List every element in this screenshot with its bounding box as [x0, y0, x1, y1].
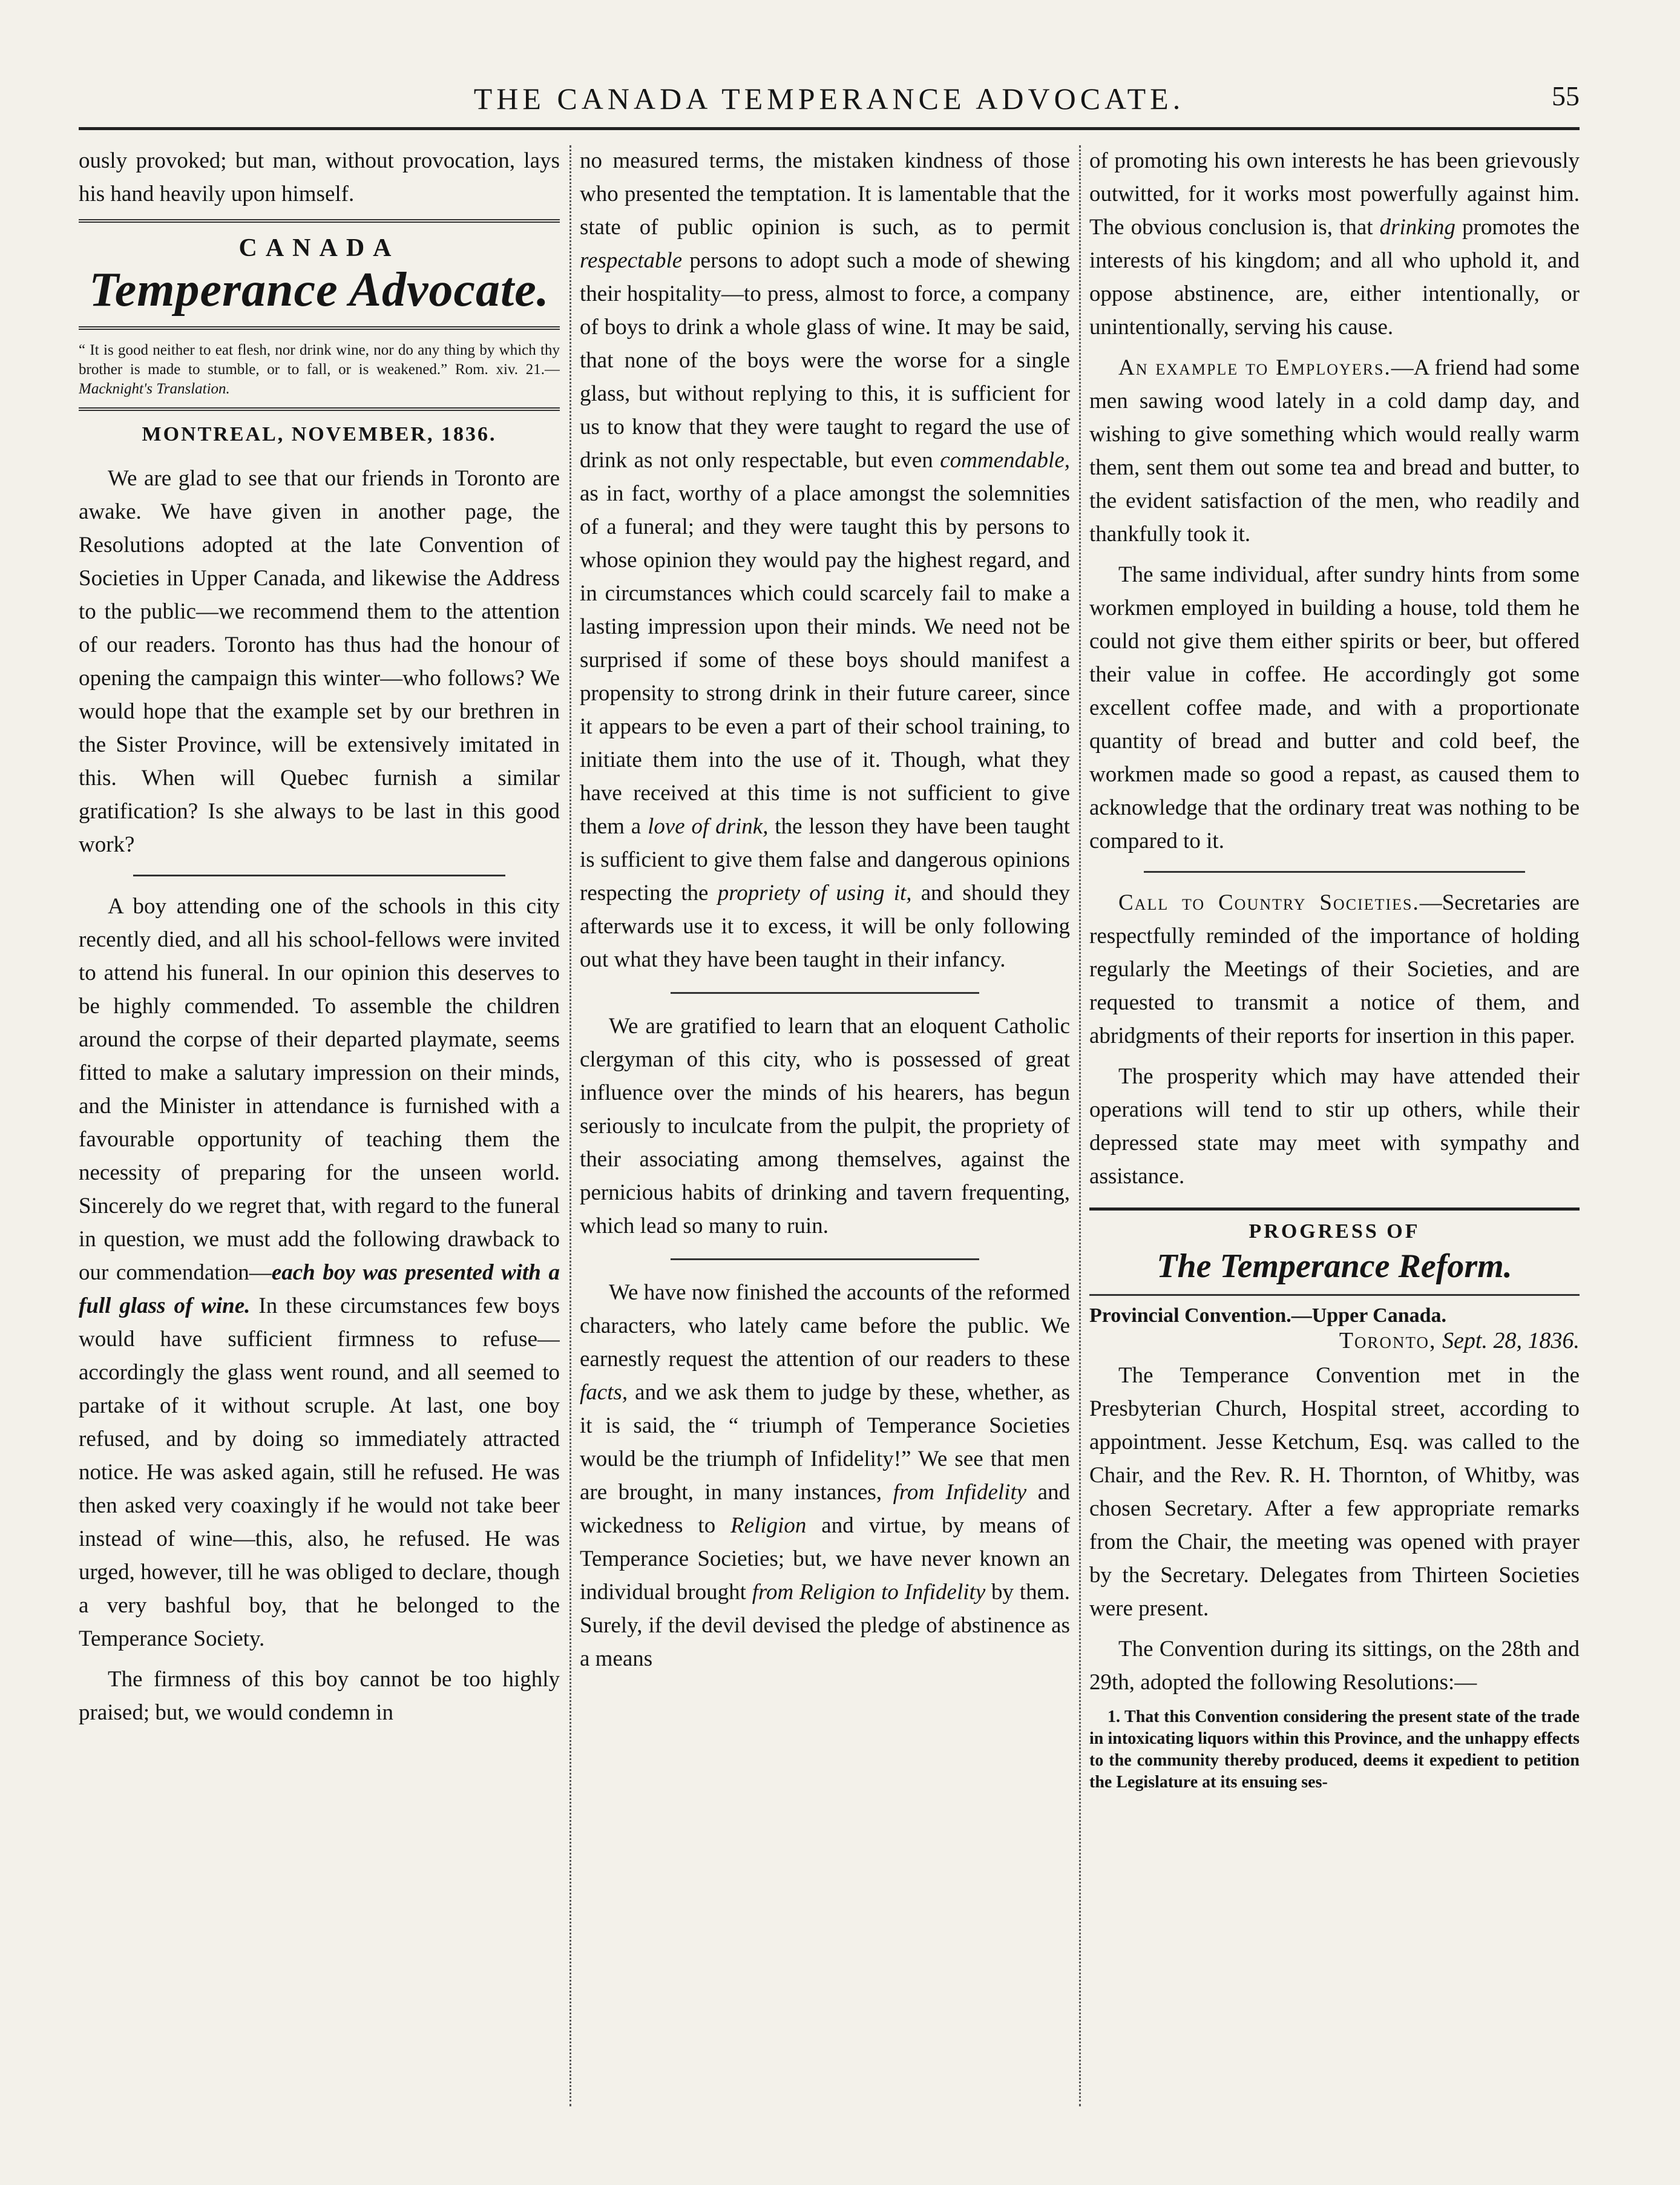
convention-date: Sept. 28, 1836.	[1442, 1328, 1580, 1353]
epigraph-source: Macknight's Translation.	[79, 381, 230, 397]
employers-heading: An example to Employers.	[1118, 355, 1391, 380]
article-separator	[133, 875, 505, 876]
article-reformed-continued	[1089, 144, 1580, 344]
convention-title: Provincial Convention.—Upper Canada.	[1089, 1294, 1580, 1327]
col3-text-a: of promoting his own interests he has been grievously outwitted, for it works most powerfully against him. The obvious conclusion is, that	[1089, 148, 1580, 240]
cont-text-e: and should they afterwards use it to excess, it will be only following out what they have been taught in their infancy.	[580, 881, 1070, 972]
reformed-text-a: We have now finished the accounts of the reformed characters, who lately came before the public. We earnestly request the attention of our readers to these	[580, 1280, 1070, 1372]
progress-heading-small: PROGRESS OF	[1249, 1220, 1420, 1243]
article-funeral-closing: The firmness of this boy cannot be too highly praised; but, we would condemn in	[79, 1667, 560, 1725]
convention-place: Toronto,	[1339, 1328, 1437, 1353]
resolution-1: 1. That this Convention considering the present state of the trade in intoxicating liquors within this Province, and the unhappy effects to the community thereby produced, deems it expedient to petition the Legislature at its ensuing ses-	[1089, 1707, 1580, 1792]
cont-emphasis-4: propriety of using it,	[717, 881, 912, 905]
article-separator-2	[671, 992, 979, 994]
article-separator-3	[671, 1258, 979, 1260]
reformed-text-b: and we ask them to judge by these, whether, as it is said, the “ triumph of Temperance Societies would be the triumph of Infidelity!” We see that men are brought, in many instances,	[580, 1380, 1070, 1505]
article-funeral-continued	[580, 144, 1070, 976]
article-country-societies	[1089, 886, 1580, 1053]
carry-over-text: ously provoked; but man, without provocation, lays his hand heavily upon himself.	[79, 148, 560, 206]
epigraph	[79, 341, 560, 399]
cont-text-c: as in fact, worthy of a place amongst the solemnities of a funeral; and they were taught this by persons to whose opinion they would pay the highest regard, and in circumstances which could scarcely fail to make a lasting impression upon their minds. We need not be surprised if some of these boys should manifest a propensity to strong drink in their future career, since it appears to be even a part of their school training, to initiate them into the use of it. Though, what they have received at this time is not sufficient to give them a	[580, 481, 1070, 839]
reformed-emphasis-2: from Infidelity	[893, 1480, 1027, 1505]
reformed-text-d: and virtue, by means of Temperance Societies; but, we have never known an individual brought	[580, 1513, 1070, 1605]
employers-body: —A friend had some men sawing wood lately in a cold damp day, and wishing to give something which would really warm them, sent them out some tea and bread and butter, to the evident satisfaction of the men, who readily and thankfully took it.	[1089, 355, 1580, 547]
masthead-small: CANADA	[238, 234, 400, 262]
page-number: 55	[1552, 80, 1580, 111]
country-societies-heading: Call to Country Societies.	[1118, 890, 1420, 915]
article-employers	[1089, 351, 1580, 551]
article-funeral-emphasis: each boy was presented with a full glass of wine.	[79, 1260, 560, 1318]
article-separator-4	[1144, 871, 1525, 873]
country-societies-body: —Secretaries are respectfully reminded of the importance of holding regularly the Meetings of their Societies, and are requested to transmit a notice of them, and abridgments of their reports for insertion in this paper.	[1089, 890, 1580, 1048]
cont-text-b: persons to adopt such a mode of shewing their hospitality—to press, almost to force, a company of boys to drink a whole glass of wine. It may be said, that none of the boys were the worse for a single glass, but without replying to this, it is sufficient for us to know that they were taught to regard the use of drink as not only respectable, but even	[580, 248, 1070, 473]
masthead-rule	[79, 219, 560, 223]
cont-emphasis-3: love of drink,	[648, 814, 769, 839]
article-clergyman: We are gratified to learn that an eloquent Catholic clergyman of this city, who is possessed of great influence over the minds of his hearers, has begun seriously to inculcate from the pulpit, the propriety of their associating among themselves, against the pernicious habits of drinking and tavern frequenting, which lead so many to ruin.	[580, 1014, 1070, 1238]
article-funeral-text-b: In these circumstances few boys would have sufficient firmness to refuse—accordingly the glass went round, and all seemed to partake of it without scruple. At last, one boy refused, and by doing so immediately attracted notice. He was asked again, still he refused. He was then asked very coaxingly if he would not take beer instead of wine—this, also, he refused. He was urged, however, till he was obliged to declare, though a very bashful boy, that he belonged to the Temperance Society.	[79, 1293, 560, 1651]
article-convention: The Temperance Convention met in the Presbyterian Church, Hospital street, according to appointment. Jesse Ketchum, Esq. was called to the Chair, and the Rev. R. H. Thornton, of Whitby, was chosen Secretary. After a few appropriate remarks from the Chair, the meeting was opened with prayer by the Secretary. Delegates from Thirteen Societies were present.	[1089, 1363, 1580, 1621]
col3-text-b: promotes the interests of his kingdom; and all who uphold it, and oppose abstinence, are, either intentionally, or unintentionally, serving his cause.	[1089, 215, 1580, 340]
article-funeral-text-a: A boy attending one of the schools in this city recently died, and all his school-fellows were invited to attend his funeral. In our opinion this deserves to be highly commended. To assemble the children around the corpse of their departed playmate, seems fitted to make a salutary impression on their minds, and the Minister in attendance is furnished with a favourable opportunity of teaching them the necessity of preparing for the unseen world. Sincerely do we regret that, with regard to the funeral in question, we must add the following drawback to our commendation—	[79, 894, 560, 1285]
article-funeral	[79, 890, 560, 1655]
article-reformed-characters	[580, 1276, 1070, 1675]
running-header	[79, 77, 1580, 130]
column-divider-1	[569, 145, 571, 2106]
cont-text-a: no measured terms, the mistaken kindness of those who presented the temptation. It is lamentable that the state of public opinion is such, as to permit	[580, 148, 1070, 240]
reformed-emphasis-4: from Religion to Infidelity	[752, 1580, 986, 1605]
masthead-title: Temperance Advocate.	[89, 263, 550, 317]
progress-heading	[1089, 1208, 1580, 1286]
masthead-rule-lower	[79, 326, 560, 330]
column-3	[1089, 144, 1580, 2111]
cont-emphasis-1: respectable	[580, 248, 683, 273]
article-toronto: We are glad to see that our friends in Toronto are awake. We have given in another page, the Resolutions adopted at the late Convention of Societies in Upper Canada, and likewise the Address to the public—we recommend them to the attention of our readers. Toronto has thus had the honour of opening the campaign this winter—who follows? We would hope that the example set by our brethren in the Sister Province, will be extensively imitated in this. When will Quebec furnish a similar gratification? Is she always to be last in this good work?	[79, 466, 560, 857]
reformed-emphasis-1: facts,	[580, 1380, 628, 1405]
convention-place-date	[1089, 1327, 1580, 1354]
cont-text-d: the lesson they have been taught is sufficient to give them false and dangerous opinions respecting the	[580, 814, 1070, 905]
dateline: MONTREAL, NOVEMBER, 1836.	[142, 423, 497, 445]
column-divider-2	[1079, 145, 1081, 2106]
article-coffee: The same individual, after sundry hints from some workmen employed in building a house, told them he could not give them either spirits or beer, but offered their value in coffee. He accordingly got some excellent coffee made, and with a proportionate quantity of bread and butter and cold beef, the workmen made so good a repast, as caused them to acknowledge that the ordinary treat was nothing to be compared to it.	[1089, 562, 1580, 853]
column-2	[580, 144, 1070, 2111]
col3-emphasis: drinking	[1379, 215, 1456, 240]
reformed-text-e: by them. Surely, if the devil devised the pledge of abstinence as a means	[580, 1580, 1070, 1671]
reformed-emphasis-3: Religion	[730, 1513, 807, 1538]
epigraph-text: “ It is good neither to eat flesh, nor drink wine, nor do any thing by which thy brother is made to stumble, or to fall, or is weakened.” Rom. xiv. 21.—	[79, 342, 560, 378]
article-resolutions-intro: The Convention during its sittings, on the 28th and 29th, adopted the following Resolutions:—	[1089, 1637, 1580, 1695]
dateline-rule	[79, 407, 560, 411]
running-title: THE CANADA TEMPERANCE ADVOCATE.	[473, 82, 1185, 116]
article-prosperity: The prosperity which may have attended their operations will tend to stir up others, while their depressed state may meet with sympathy and assistance.	[1089, 1064, 1580, 1189]
progress-heading-title: The Temperance Reform.	[1157, 1247, 1512, 1285]
cont-emphasis-2: commendable,	[940, 448, 1070, 473]
reformed-text-c: and wickedness to	[580, 1480, 1070, 1538]
column-1	[79, 144, 560, 2111]
